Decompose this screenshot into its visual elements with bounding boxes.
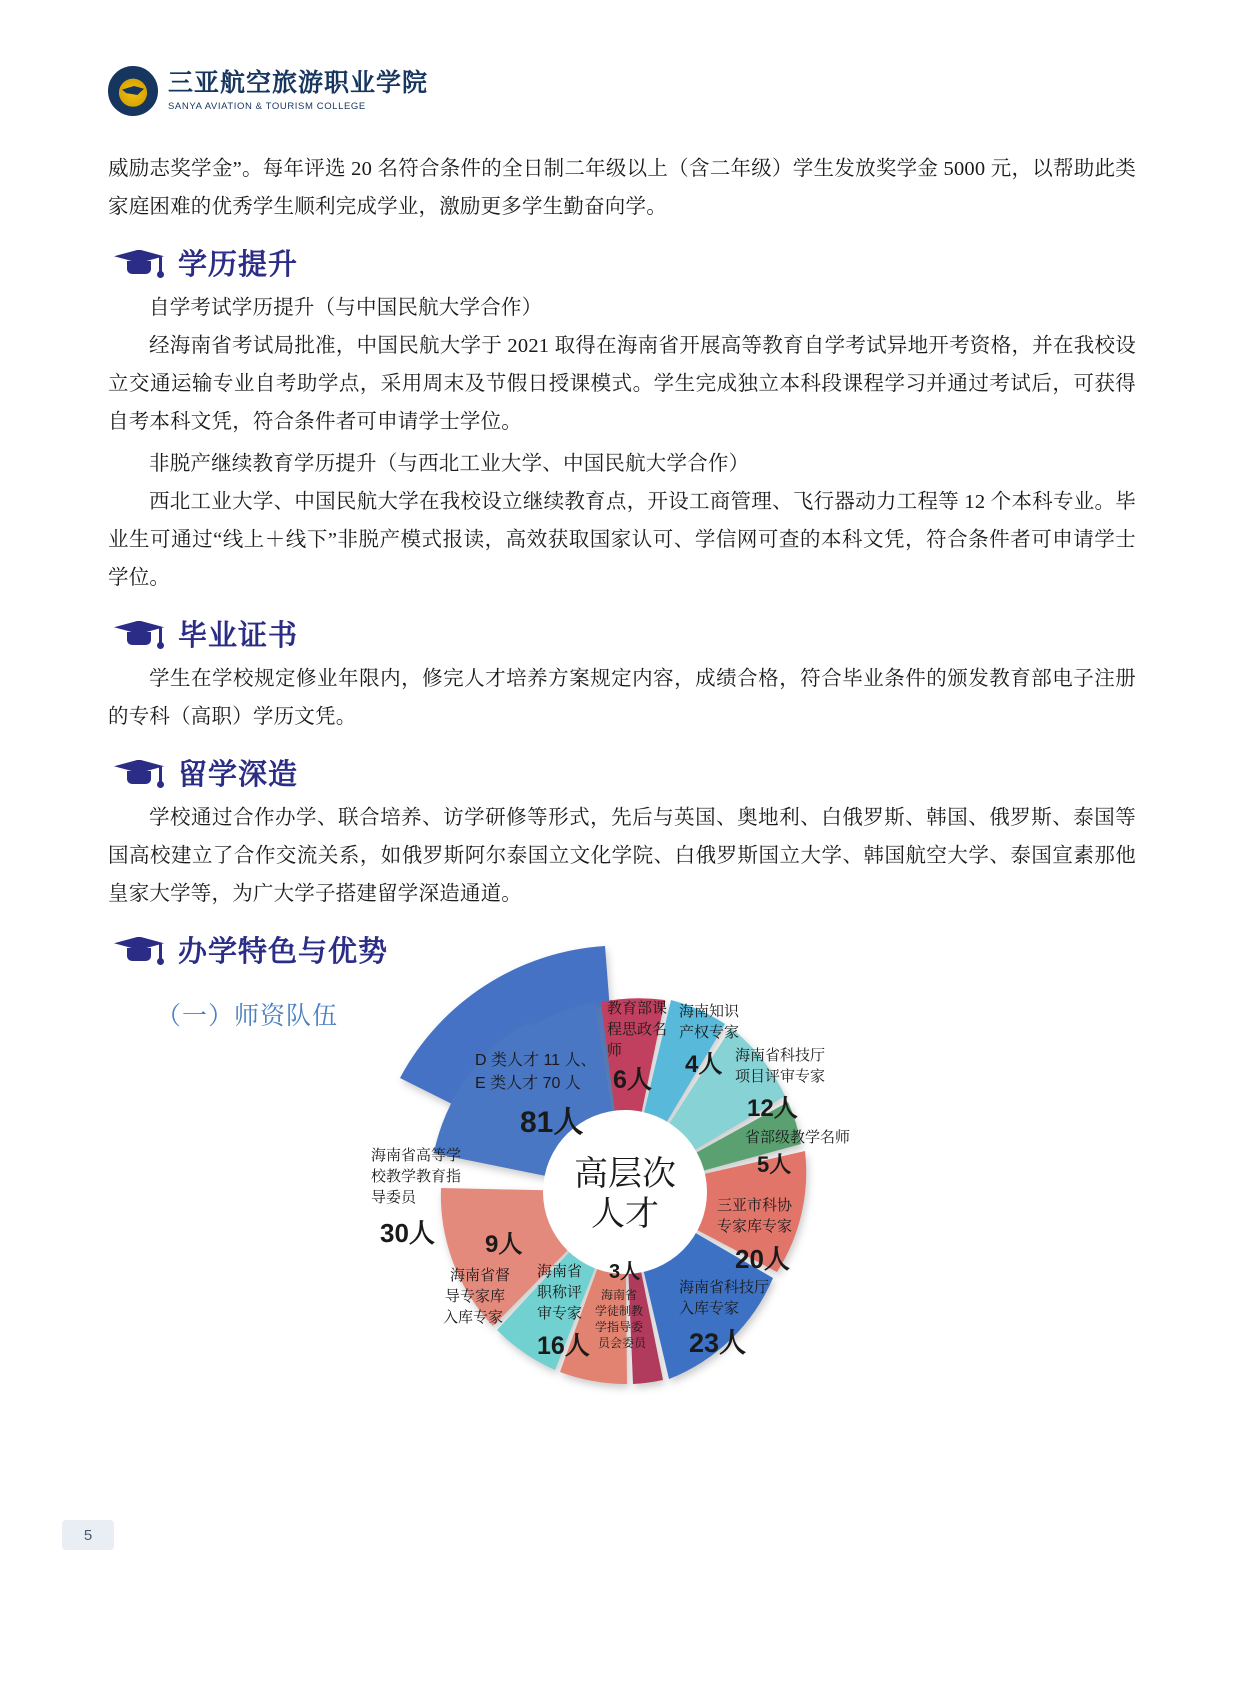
label-30-value: 30人 [380, 1218, 435, 1248]
paragraph: 学生在学校规定修业年限内，修完人才培养方案规定内容，成绩合格，符合毕业条件的颁发教育部电子注册的专科（高职）学历文凭。 [108, 668, 1136, 728]
label-16-value: 16人 [537, 1332, 590, 1360]
label-20-name-1: 三亚市科协 [717, 1197, 793, 1214]
label-81-name-2: E 类人才 70 人 [475, 1075, 581, 1092]
brand-name-en: SANYA AVIATION & TOURISM COLLEGE [168, 100, 366, 112]
subsection-title-faculty: （一）师资队伍 [156, 1002, 339, 1030]
graduation-cap-icon [114, 756, 166, 790]
graduation-cap-icon [114, 933, 166, 967]
center-label-line1: 高层次 [574, 1155, 676, 1193]
label-30-name-3: 导委员 [371, 1189, 417, 1206]
section-title: 留学深造 [178, 759, 299, 791]
label-16-name-1: 海南省 [537, 1263, 583, 1280]
label-23-name-2: 入库专家 [679, 1300, 740, 1317]
paragraph: 西北工业大学、中国民航大学在我校设立继续教育点，开设工商管理、飞行器动力工程等 12 个本科专业。毕业生可通过“线上＋线下”非脱产模式报读，高效获取国家认可、学信网可查的本科文凭，符合条件者可申请学士学位。 [108, 491, 1136, 589]
label-9-name-3: 入库专家 [443, 1309, 504, 1326]
brand-text [168, 70, 428, 112]
label-9-name-2: 导专家库 [445, 1288, 506, 1305]
label-16-name-3: 审专家 [537, 1305, 583, 1322]
label-6-name-3: 师 [607, 1042, 623, 1059]
paragraph: 学校通过合作办学、联合培养、访学研修等形式，先后与英国、奥地利、白俄罗斯、韩国、俄罗斯、泰国等国高校建立了合作交流关系，如俄罗斯阿尔泰国立文化学院、白俄罗斯国立大学、韩国航空大学、泰国宣素那他皇家大学等，为广大学子搭建留学深造通道。 [108, 807, 1136, 905]
label-4-name-1: 海南知识 [679, 1003, 740, 1020]
label-9-name-1: 海南省督 [450, 1267, 511, 1284]
label-23-name-1: 海南省科技厅 [679, 1279, 770, 1296]
section-title: 学历提升 [178, 249, 299, 281]
label-30-name-1: 海南省高等学 [371, 1147, 462, 1164]
label-6-name-1: 教育部课 [607, 1000, 668, 1017]
paragraph: 自学考试学历提升（与中国民航大学合作） [149, 297, 543, 319]
label-3-name-2: 学徒制教 [595, 1304, 644, 1318]
label-81-value: 81人 [520, 1106, 584, 1139]
pie-chart-svg [265, 920, 985, 1460]
label-20-name-2: 专家库专家 [717, 1218, 793, 1235]
label-12-name-1: 海南省科技厅 [735, 1047, 826, 1064]
label-3-name-1: 海南省 [601, 1288, 638, 1302]
main-content [108, 150, 1136, 1032]
label-12-name-2: 项目评审专家 [735, 1068, 826, 1085]
label-30-name-2: 校教学教育指 [371, 1168, 462, 1185]
paragraph: 经海南省考试局批准，中国民航大学于 2021 取得在海南省开展高等教育自学考试异地开考资格，并在我校设立交通运输专业自考助学点，采用周末及节假日授课模式。学生完成独立本科段课程学习并通过考试后，可获得自考本科文凭，符合条件者可申请学士学位。 [108, 335, 1136, 433]
page-number-badge [62, 1520, 114, 1550]
section-title: 办学特色与优势 [178, 936, 389, 968]
intro-paragraph: 威励志奖学金”。每年评选 20 名符合条件的全日制二年级以上（含二年级）学生发放奖学金 5000 元，以帮助此类家庭困难的优秀学生顺利完成学业，激励更多学生勤奋向学。 [108, 158, 1136, 218]
label-4-name-2: 产权专家 [679, 1024, 740, 1041]
page-number: 5 [83, 1526, 93, 1544]
label-3-name-4: 员会委员 [598, 1336, 647, 1350]
section-heading-study-abroad [114, 752, 1136, 793]
brand-name-cn: 三亚航空旅游职业学院 [168, 69, 429, 98]
label-4-value: 4人 [685, 1051, 723, 1078]
paragraph: 非脱产继续教育学历提升（与西北工业大学、中国民航大学合作） [149, 453, 750, 475]
center-label-line2: 人才 [591, 1195, 659, 1233]
label-20-value: 20人 [735, 1244, 790, 1274]
label-5-value: 5人 [757, 1152, 792, 1177]
label-3-name-3: 学指导委 [595, 1320, 644, 1334]
graduation-cap-icon [114, 246, 166, 280]
label-23-value: 23人 [689, 1328, 747, 1358]
label-81-name-1: D 类人才 11 人、 [475, 1052, 597, 1069]
label-9-value: 9人 [485, 1231, 523, 1258]
label-5-name: 省部级教学名师 [745, 1129, 851, 1146]
label-6-value: 6人 [613, 1066, 652, 1094]
section-title: 毕业证书 [178, 620, 299, 652]
label-16-name-2: 职称评 [537, 1284, 583, 1301]
label-12-value: 12人 [747, 1095, 798, 1122]
graduation-cap-icon [114, 617, 166, 651]
faculty-pie-chart [265, 920, 985, 1460]
college-logo-icon [108, 66, 158, 116]
label-3-value: 3人 [609, 1261, 641, 1283]
label-6-name-2: 程思政名 [607, 1021, 668, 1038]
section-heading-education-upgrade [114, 242, 1136, 283]
section-heading-diploma [114, 613, 1136, 654]
brand-header [108, 66, 428, 116]
